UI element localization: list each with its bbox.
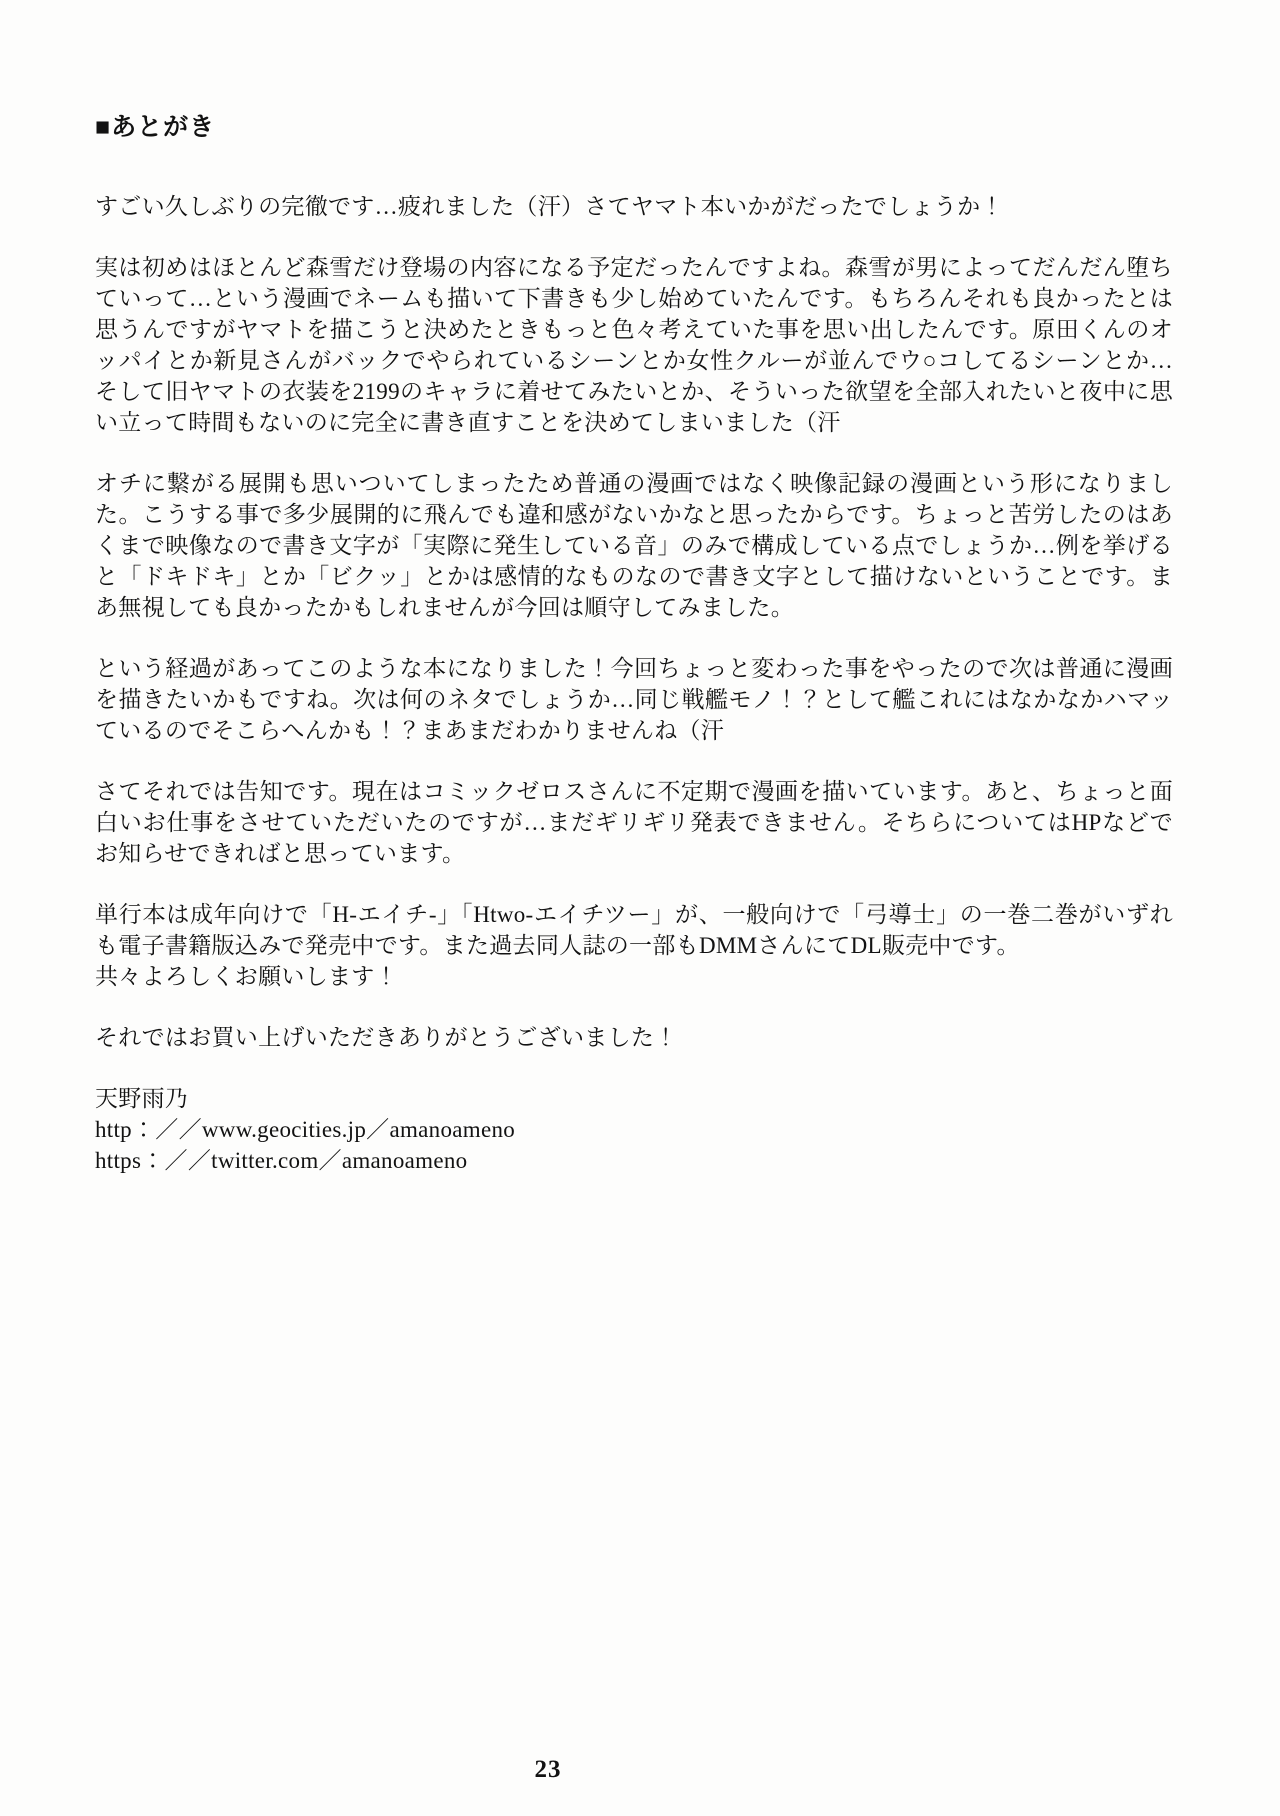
afterword-paragraph-next-work: という経過があってこのような本になりました！今回ちょっと変わった事をやったので次は普通に漫画を描きたいかもですね。次は何のネタでしょうか…同じ戦艦モノ！？として艦これにはなかなかハマッているのでそこらへんかも！？まあまだわかりませんね（汗 xyxy=(95,656,1173,743)
afterword-paragraph-announcement: さてそれでは告知です。現在はコミックゼロスさんに不定期で漫画を描いています。あと、ちょっと面白いお仕事をさせていただいたのですが…まだギリギリ発表できません。そちらについてはHPなどでお知らせできればと思っています。 xyxy=(95,779,1173,866)
afterword-paragraph-intro: すごい久しぶりの完徹です…疲れました（汗）さてヤマト本いかがだったでしょうか！ xyxy=(95,194,1004,219)
afterword-content xyxy=(95,112,1173,1176)
signature-block xyxy=(95,1083,1173,1176)
afterword-heading: ■あとがき xyxy=(95,114,216,141)
afterword-paragraph-video-record-style: オチに繋がる展開も思いついてしまったため普通の漫画ではなく映像記録の漫画という形になりました。こうする事で多少展開的に飛んでも違和感がないかなと思ったからです。ちょっと苦労したのはあくまで映像なので書き文字が「実際に発生している音」のみで構成している点でしょうか…例を挙げると「ドキドキ」とか「ビクッ」とかは感情的なものなので書き文字として描けないということです。まあ無視しても良かったかもしれませんが今回は順守してみました。 xyxy=(95,471,1173,620)
afterword-paragraph-thank-you: それではお買い上げいただきありがとうございました！ xyxy=(95,1025,678,1050)
website-url: http：／／www.geocities.jp／amanoameno xyxy=(95,1117,516,1142)
twitter-url: https：／／twitter.com／amanoameno xyxy=(95,1148,468,1173)
afterword-paragraph-books-on-sale: 単行本は成年向けで「H-エイチ-」「Htwo-エイチツー」が、一般向けで「弓導士」の一巻二巻がいずれも電子書籍版込みで発売中です。また過去同人誌の一部もDMMさんにてDL販売中です。 xyxy=(95,902,1173,958)
page-number: 23 xyxy=(534,1756,562,1783)
afterword-paragraph-original-plan: 実は初めはほとんど森雪だけ登場の内容になる予定だったんですよね。森雪が男によってだんだん堕ちていって…という漫画でネームも描いて下書きも少し始めていたんです。もちろんそれも良かったとは思うんですがヤマトを描こうと決めたときもっと色々考えていた事を思い出したんです。原田くんのオッパイとか新見さんがバックでやられているシーンとか女性クルーが並んでウ○コしてるシーンとか…そして旧ヤマトの衣装を2199のキャラに着せてみたいとか、そういった欲望を全部入れたいと夜中に思い立って時間もないのに完全に書き直すことを決めてしまいました（汗 xyxy=(95,255,1173,435)
author-name: 天野雨乃 xyxy=(95,1086,189,1111)
afterword-paragraph-thanks-request: 共々よろしくお願いします！ xyxy=(95,964,398,989)
